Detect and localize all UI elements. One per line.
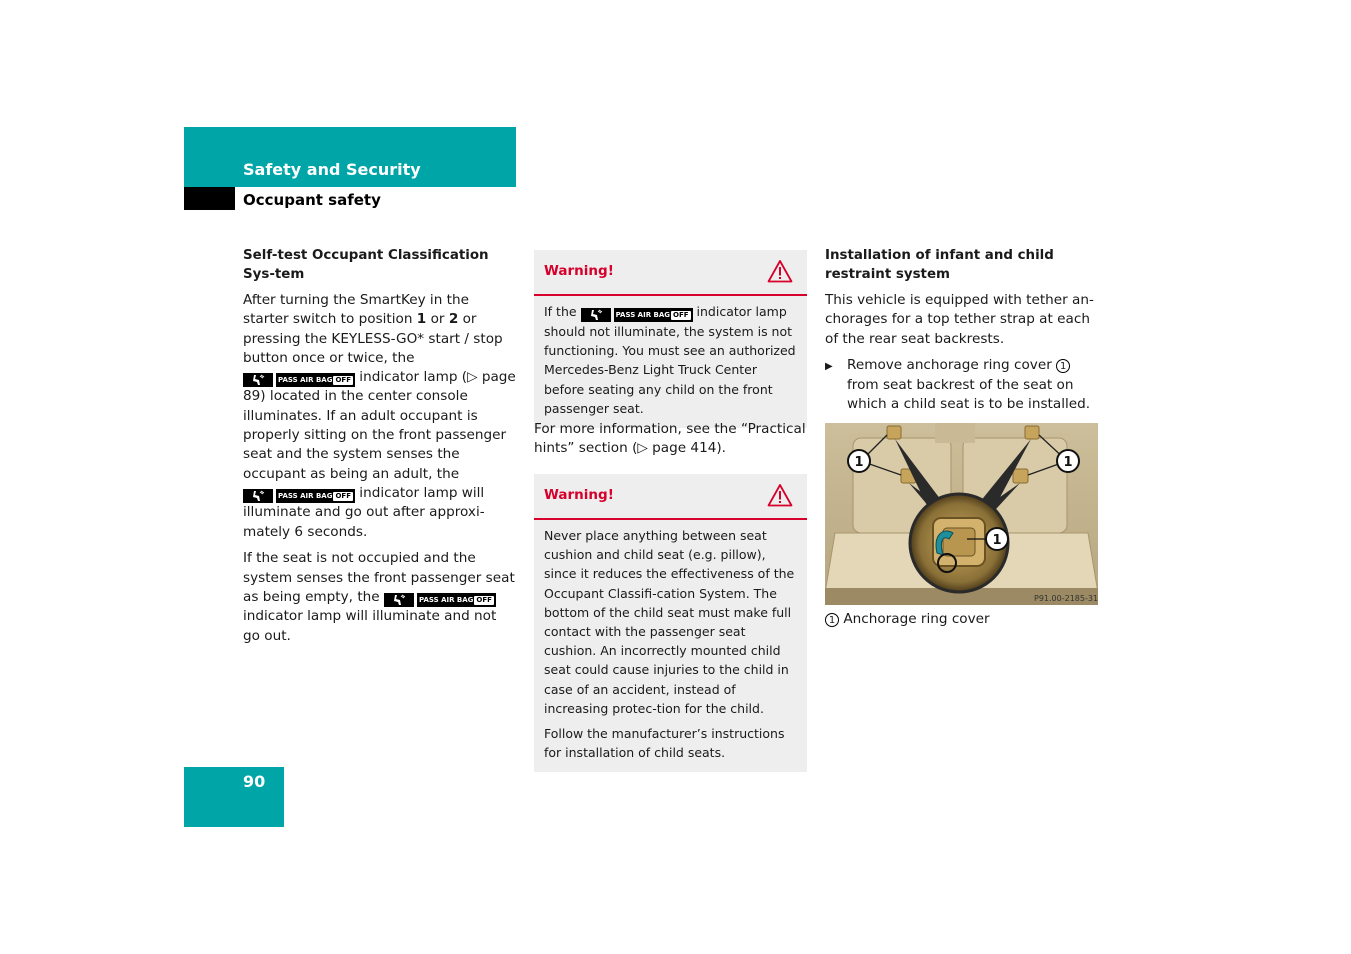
instruction-step: ▶ Remove anchorage ring cover 1 from seat backrest of the seat on which a child seat is to be installed.	[825, 356, 1100, 414]
pass-air-bag-off-indicator: PASS AIR BAG OFF	[581, 308, 693, 322]
paragraph-tether: This vehicle is equipped with tether an-chorages for a top tether strap at each of the rear seat backrests.	[825, 292, 1094, 347]
heading-installation: Installation of infant and child restraint system	[825, 248, 1054, 282]
heading-self-test: Self-test Occupant Classification Sys-tem	[243, 248, 489, 282]
pass-air-bag-off-indicator: PASS AIR BAG OFF	[243, 489, 355, 503]
pass-air-bag-off-indicator: PASS AIR BAG OFF	[243, 373, 355, 387]
bullet-arrow-icon: ▶	[825, 361, 833, 373]
callout-number: 1	[854, 455, 864, 470]
anchorage-photo	[825, 423, 1098, 605]
page-number-box	[184, 767, 284, 827]
paragraph-more-info: For more information, see the “Practical hints” section (▷ page 414).	[534, 421, 806, 457]
photo-code: P91.00-2185-31	[1034, 594, 1098, 603]
section-title: Safety and Security	[243, 160, 421, 179]
paragraph-self-test: After turning the SmartKey in the starter switch to position 1 or 2 or pressing the KEYLESS-GO* start / stop button once or twice, the PASS AIR BAG OFF indicator lamp (▷ page 89) located in the center console illuminates. If an adult occupant is properly sitting on the front passenger seat and the system senses the occupant as being an adult, the PASS AIR BAG OFF indicator lamp will illuminate and go out after approxi-mately 6 seconds.	[243, 292, 516, 540]
warning-box-child-seat	[534, 474, 807, 772]
page-number: 90	[243, 772, 266, 791]
callout-number: 1	[1063, 455, 1073, 470]
warning-label: Warning!	[544, 263, 614, 279]
section-marker	[184, 187, 235, 210]
subsection-title: Occupant safety	[243, 191, 381, 209]
pass-air-bag-off-indicator: PASS AIR BAG OFF	[384, 593, 496, 607]
column-right	[825, 246, 1100, 414]
callout-number: 1	[1056, 359, 1070, 373]
seat-occupant-icon	[243, 373, 273, 387]
seat-occupant-icon	[384, 593, 414, 607]
warning-text: If the PASS AIR BAG OFF indicator lamp should not illuminate, the system is not functioning. You must see an authorized Mercedes-Benz Light Truck Center before seating any child on the front passenger seat.	[544, 304, 796, 416]
warning-label: Warning!	[544, 487, 614, 503]
warning-triangle-icon	[767, 259, 793, 283]
callout-number: 1	[825, 613, 839, 627]
callout-number: 1	[992, 533, 1002, 548]
warning-text: Never place anything between seat cushion and child seat (e.g. pillow), since it reduces the effectiveness of the Occupant Classifi-cation System. The bottom of the child seat must make full contact with the passenger seat cushion. An incorrectly mounted child seat could cause injuries to the child in case of an accident, instead of increasing protec-tion for the child.	[544, 528, 795, 716]
seat-occupant-icon	[581, 308, 611, 322]
more-info-block	[534, 420, 807, 466]
column-left	[243, 246, 516, 653]
paragraph-seat-empty: If the seat is not occupied and the system senses the front passenger seat as being empty, the PASS AIR BAG OFF indicator lamp will illuminate and not go out.	[243, 550, 515, 644]
warning-text-instructions: Follow the manufacturer’s instructions for installation of child seats.	[544, 726, 785, 761]
warning-box-indicator	[534, 250, 807, 428]
photo-caption	[825, 610, 1100, 637]
seat-occupant-icon	[243, 489, 273, 503]
caption-text: Anchorage ring cover	[843, 611, 990, 627]
warning-triangle-icon	[767, 483, 793, 507]
